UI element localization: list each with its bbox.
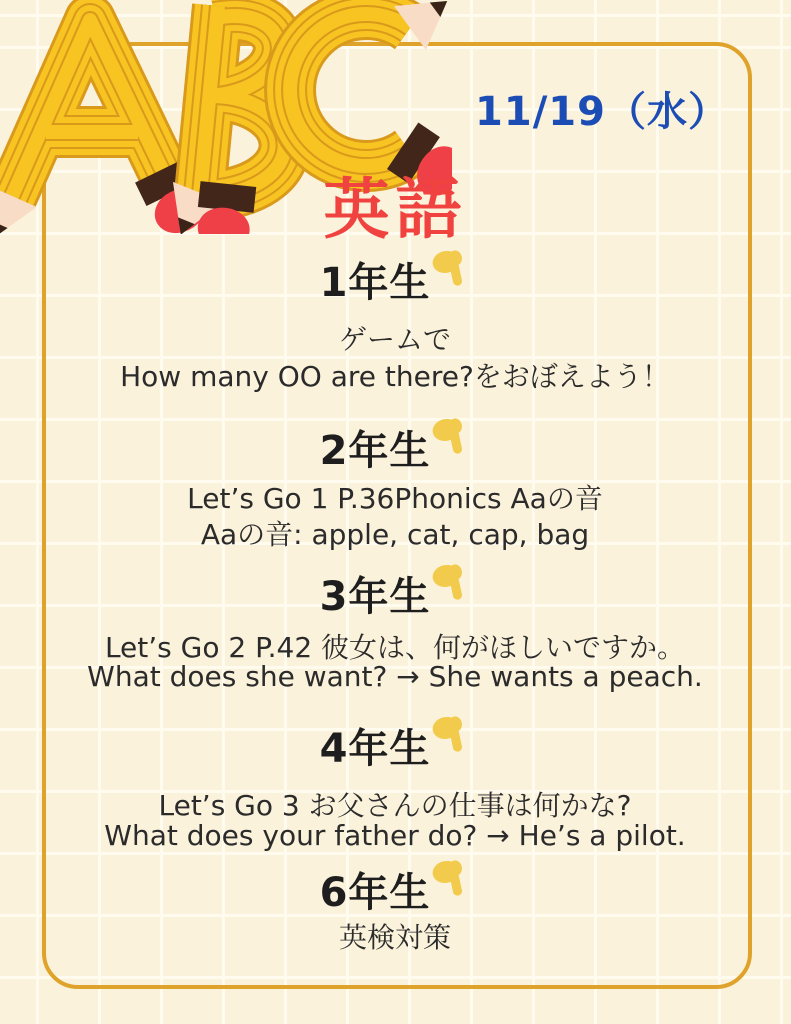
pointing-down-icon <box>432 715 470 757</box>
grade-heading-3 <box>45 565 745 622</box>
grade-label: 4年生 <box>319 726 431 772</box>
grade-label: 1年生 <box>319 260 431 306</box>
grade-label: 3年生 <box>319 574 431 620</box>
lesson-line: How many OO are there?をおぼえよう！ <box>120 360 670 393</box>
lesson-line: Aaの音: apple, cat, cap, bag <box>200 518 590 551</box>
lesson-line: Let’s Go 1 P.36Phonics Aaの音 <box>187 482 603 515</box>
lesson-line: What does she want? → She wants a peach. <box>87 660 703 693</box>
pointing-down-icon <box>432 859 470 901</box>
pointing-down-icon <box>432 417 470 459</box>
date-label: 11/19（水） <box>475 89 729 135</box>
grade-heading-6 <box>45 861 745 918</box>
page-title: 英語 <box>323 171 468 248</box>
pointing-down-icon <box>432 249 470 291</box>
pointing-down-icon <box>432 563 470 605</box>
grade-label: 2年生 <box>319 428 431 474</box>
lesson-line: Let’s Go 3 お父さんの仕事は何かな? <box>158 789 632 822</box>
grade-heading-4 <box>45 717 745 774</box>
lesson-line: What does your father do? → He’s a pilot. <box>104 819 686 852</box>
grade-heading-1 <box>45 251 745 308</box>
grade-label: 6年生 <box>319 870 431 916</box>
lesson-line: 英検対策 <box>338 921 451 954</box>
grade-heading-2 <box>45 419 745 476</box>
lesson-line: Let’s Go 2 P.42 彼女は、何がほしいですか。 <box>104 631 686 664</box>
lesson-line: ゲームで <box>338 323 451 356</box>
